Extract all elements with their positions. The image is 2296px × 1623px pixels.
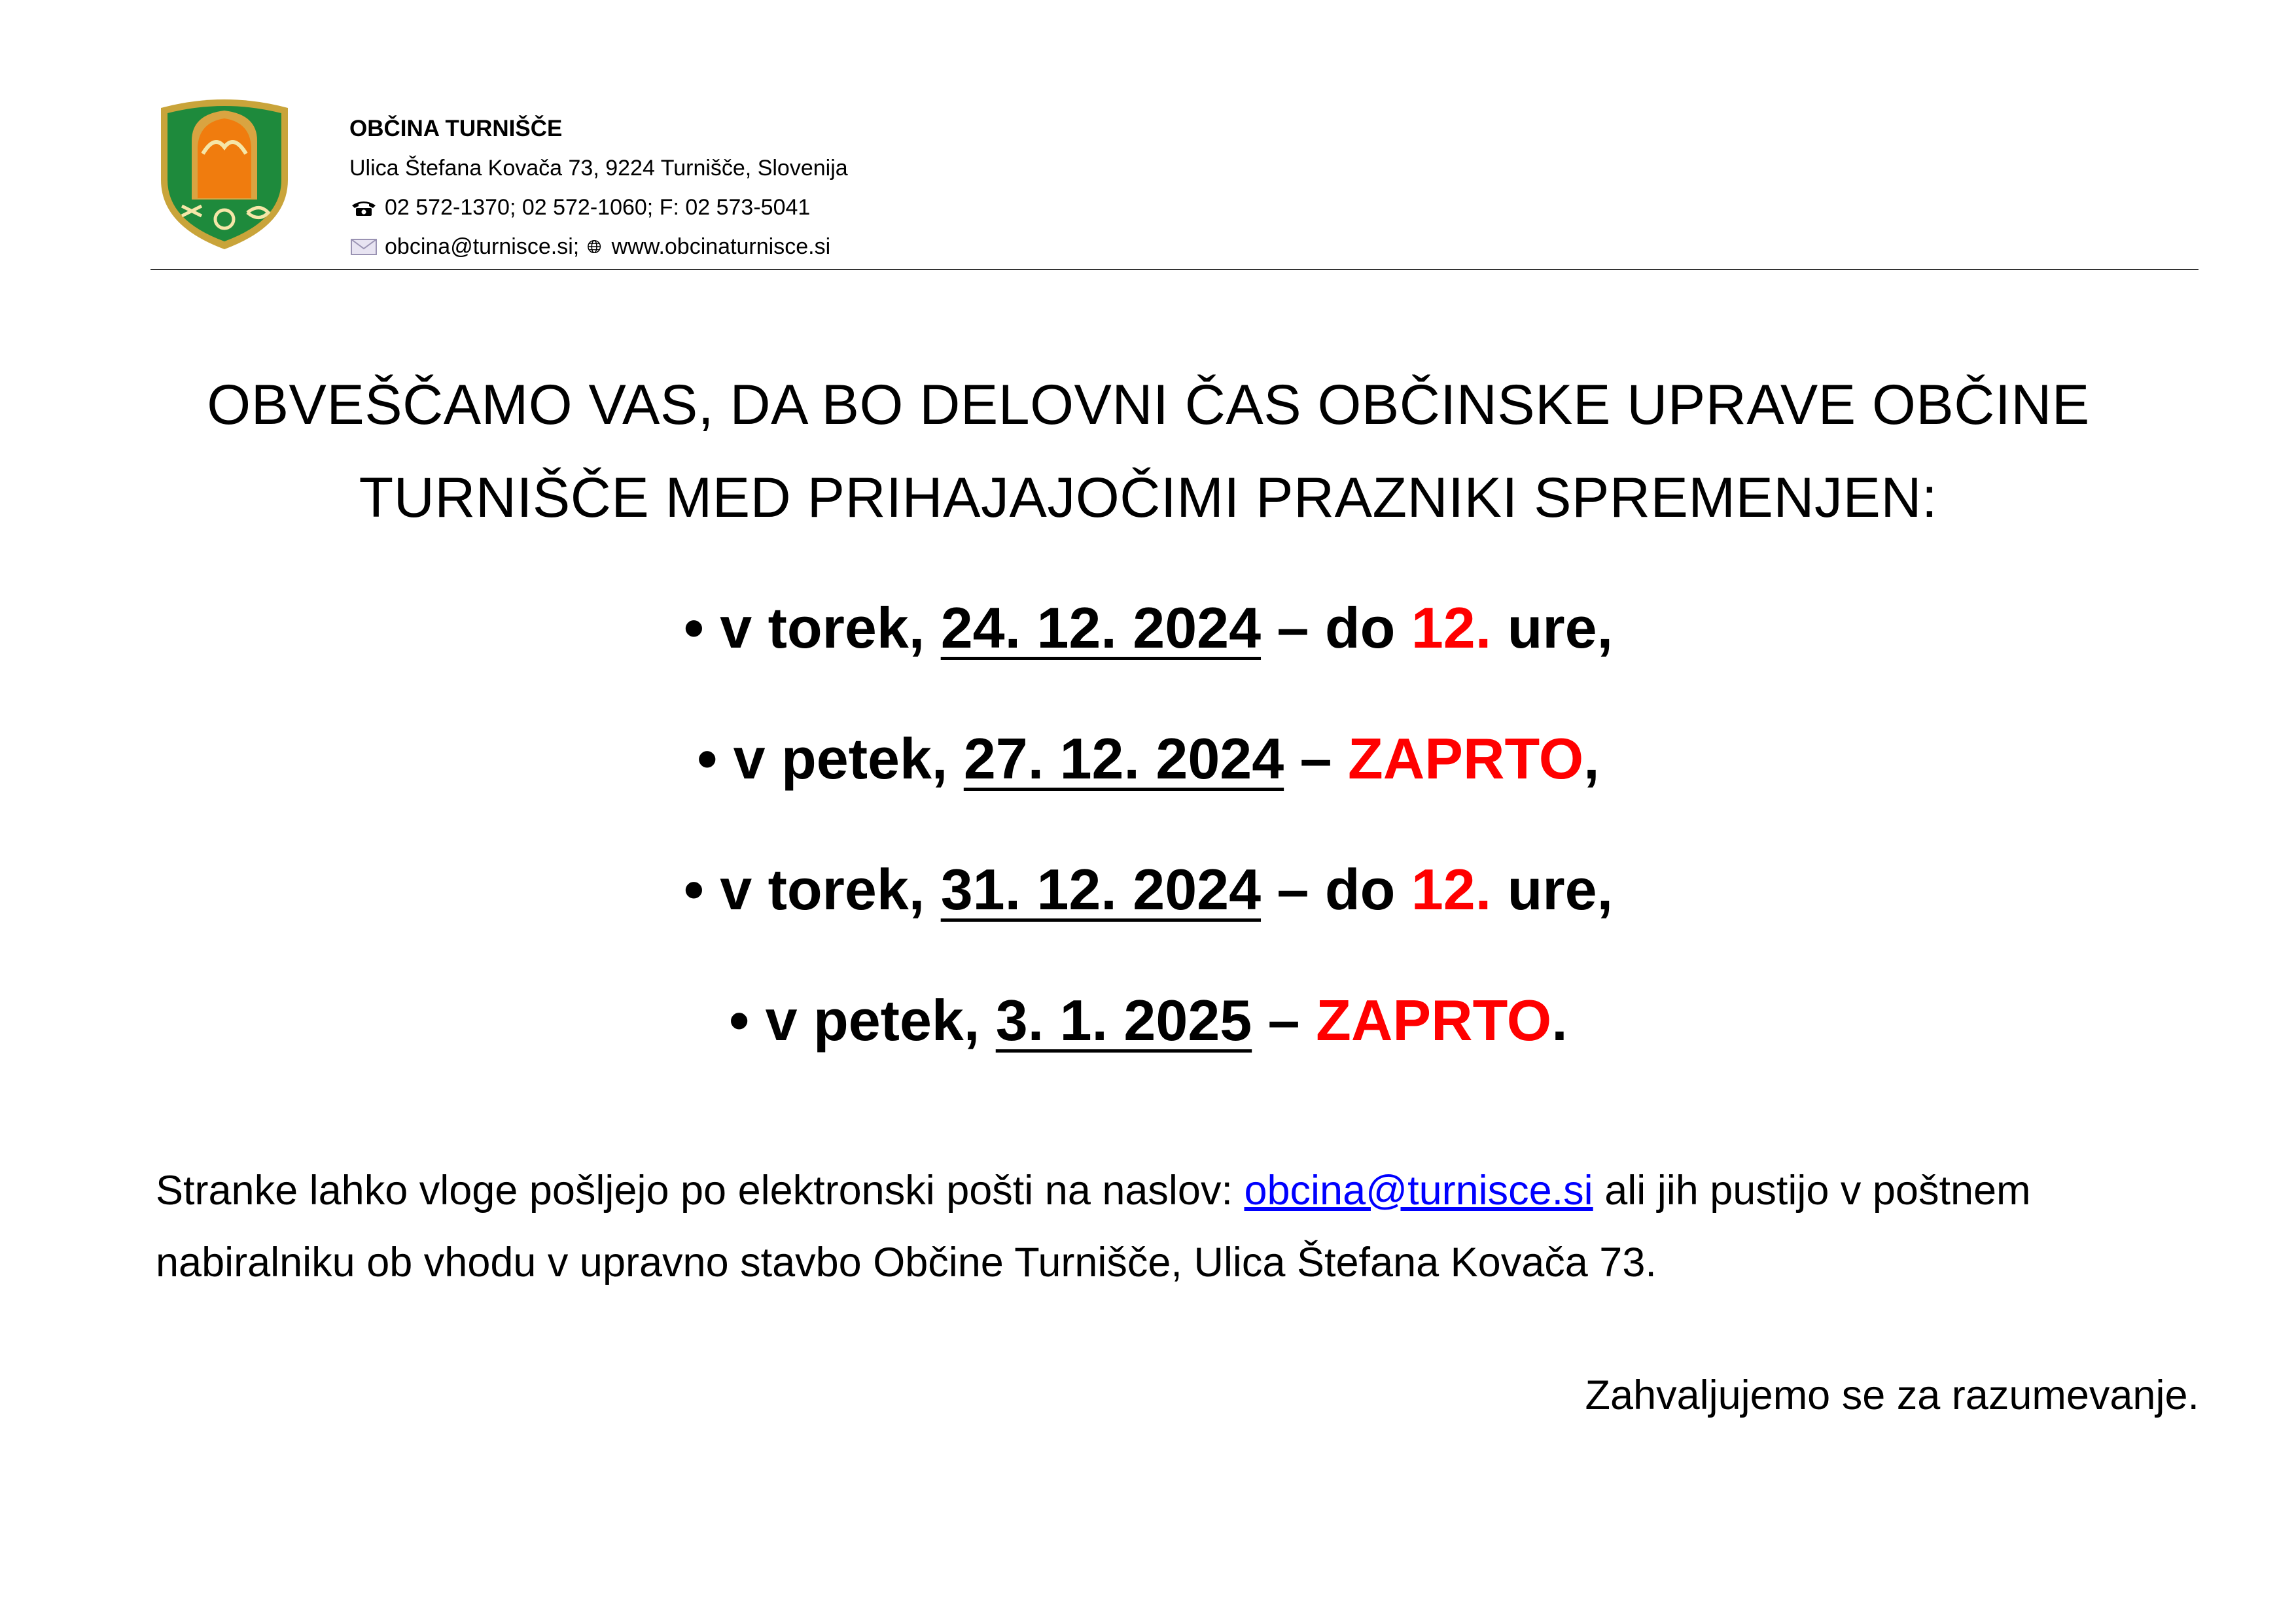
phone-numbers: 02 572-1370; 02 572-1060; F: 02 573-5041 [385, 195, 811, 220]
schedule-pre: do [1324, 595, 1396, 660]
phone-icon [349, 198, 378, 217]
schedule-item [118, 716, 2179, 847]
notice-intro-line-1: OBVEŠČAMO VAS, DA BO DELOVNI ČAS OBČINSKE UPRAVE OBČINE [207, 374, 2090, 436]
schedule-date: 31. 12. 2024 [940, 857, 1262, 922]
schedule-dash: – [1267, 988, 1300, 1053]
contact-line [349, 227, 848, 266]
notice-intro [118, 358, 2179, 544]
header-divider [150, 269, 2199, 270]
closing-line: Zahvaljujemo se za razumevanje. [1585, 1372, 2199, 1418]
schedule-highlight: 12. [1411, 595, 1492, 660]
note-text-after: ali jih pustijo v poštnem nabiralniku ob vhodu v upravno stavbo Občine Turnišče, Ulica Štefana Kovača 73. [156, 1168, 2031, 1285]
schedule-highlight: ZAPRTO [1348, 726, 1584, 791]
schedule-highlight: 12. [1411, 857, 1492, 922]
letterhead [150, 95, 2199, 270]
submission-note [156, 1155, 2197, 1299]
notice-intro-line-2: TURNIŠČE MED PRIHAJAJOČIMI PRAZNIKI SPREMENJEN: [359, 466, 1938, 529]
bullet: • [683, 595, 704, 660]
schedule-item [118, 978, 2179, 1109]
schedule-date: 27. 12. 2024 [963, 726, 1284, 791]
phone-line [349, 188, 848, 227]
note-text-before: Stranke lahko vloge pošljejo po elektronski pošti na naslov: [156, 1168, 1233, 1213]
schedule-day: v torek, [720, 595, 925, 660]
schedule-dash: – [1277, 595, 1309, 660]
organization-details [349, 109, 848, 266]
globe-icon [586, 237, 608, 256]
organization-name: OBČINA TURNIŠČE [349, 116, 563, 141]
schedule-post: , [1583, 726, 1600, 791]
schedule-day: v petek, [765, 988, 980, 1053]
schedule-post: ure, [1507, 857, 1614, 922]
municipality-crest-logo [156, 95, 293, 252]
bullet: • [683, 857, 704, 922]
organization-address: Ulica Štefana Kovača 73, 9224 Turnišče, Slovenija [349, 156, 848, 181]
schedule-pre: do [1324, 857, 1396, 922]
schedule-date: 3. 1. 2025 [995, 988, 1252, 1053]
schedule-day: v petek, [733, 726, 948, 791]
email-link[interactable]: obcina@turnisce.si [1244, 1168, 1593, 1213]
contact-website[interactable]: www.obcinaturnisce.si [611, 234, 831, 259]
schedule-post: . [1551, 988, 1568, 1053]
schedule-date: 24. 12. 2024 [940, 595, 1262, 660]
schedule-day: v torek, [720, 857, 925, 922]
schedule-dash: – [1299, 726, 1332, 791]
schedule-post: ure, [1507, 595, 1614, 660]
schedule-item [118, 585, 2179, 716]
schedule-item [118, 847, 2179, 978]
schedule-highlight: ZAPRTO [1316, 988, 1552, 1053]
bullet: • [697, 726, 718, 791]
envelope-icon [349, 237, 378, 256]
bullet: • [729, 988, 750, 1053]
contact-email: obcina@turnisce.si; [385, 234, 580, 259]
holiday-schedule-list [118, 585, 2179, 1109]
schedule-dash: – [1277, 857, 1309, 922]
